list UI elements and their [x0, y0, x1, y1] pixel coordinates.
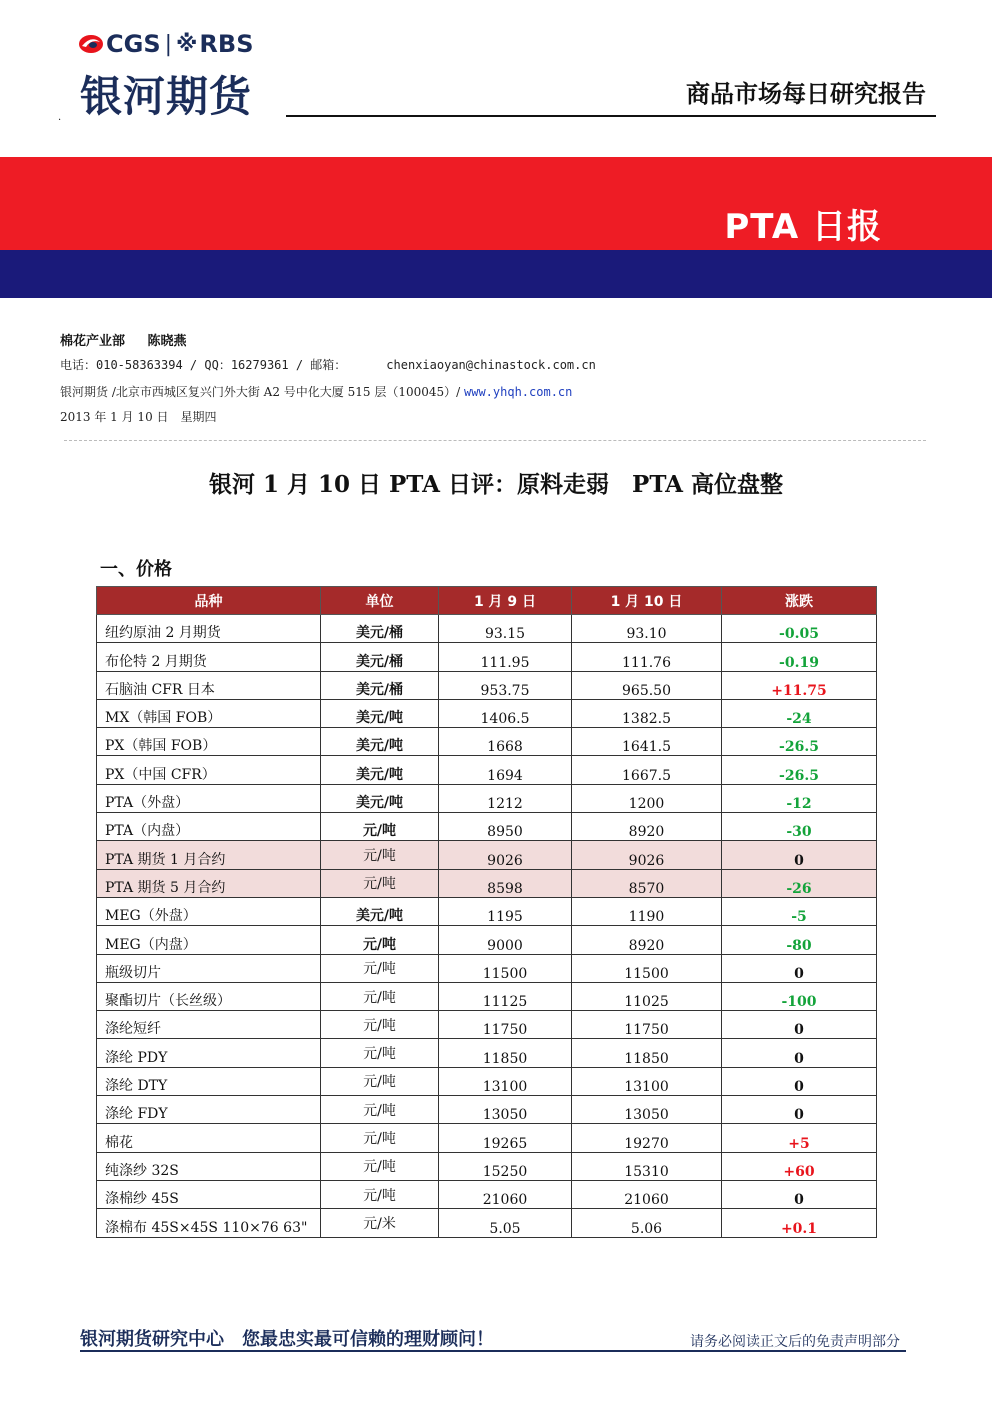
- company-name: 银河期货: [80, 72, 253, 121]
- row-price-jan10: 93.10: [572, 615, 722, 643]
- contact-prefix: 电话：010-58363394 / QQ：16279361 / 邮箱：: [60, 358, 347, 372]
- row-change: 0: [722, 1096, 877, 1124]
- footer-slogan: 银河期货研究中心 您最忠实最可信赖的理财顾问！: [80, 1329, 494, 1350]
- row-price-jan10: 8920: [572, 926, 722, 954]
- row-price-jan9: 9026: [439, 841, 572, 869]
- row-price-jan9: 13100: [439, 1067, 572, 1095]
- row-name: PTA 期货 1 月合约: [97, 841, 321, 869]
- row-price-jan10: 15310: [572, 1152, 722, 1180]
- row-price-jan9: 11500: [439, 954, 572, 982]
- row-change: +60: [722, 1152, 877, 1180]
- row-unit: 元/吨: [321, 869, 439, 897]
- row-name: 涤棉纱 45S: [97, 1180, 321, 1208]
- row-price-jan9: 1212: [439, 784, 572, 812]
- row-change: -80: [722, 926, 877, 954]
- brand-logo: [78, 30, 253, 58]
- row-price-jan10: 111.76: [572, 643, 722, 671]
- row-name: PTA（外盘）: [97, 784, 321, 812]
- row-unit: 美元/吨: [321, 728, 439, 756]
- row-name: MX（韩国 FOB）: [97, 699, 321, 727]
- table-row: [97, 1067, 877, 1095]
- row-change: 0: [722, 1180, 877, 1208]
- row-name: 聚酯切片（长丝级）: [97, 982, 321, 1010]
- banner-blue: [0, 250, 992, 298]
- table-row: [97, 813, 877, 841]
- row-change: -5: [722, 897, 877, 925]
- table-row: [97, 1096, 877, 1124]
- row-unit: 元/吨: [321, 982, 439, 1010]
- row-change: -0.05: [722, 615, 877, 643]
- row-price-jan10: 1641.5: [572, 728, 722, 756]
- logo-separator: |: [164, 31, 173, 57]
- header-dot: .: [58, 112, 62, 123]
- table-row: [97, 869, 877, 897]
- row-price-jan9: 21060: [439, 1180, 572, 1208]
- row-unit: 美元/桶: [321, 671, 439, 699]
- table-row: [97, 1124, 877, 1152]
- row-price-jan9: 1668: [439, 728, 572, 756]
- row-price-jan9: 953.75: [439, 671, 572, 699]
- logo-brand: CGS: [106, 30, 161, 58]
- footer-disclaimer-note: 请务必阅读正文后的免责声明部分: [690, 1334, 900, 1350]
- header-jan9: 1 月 9 日: [439, 587, 572, 615]
- row-unit: 元/吨: [321, 1039, 439, 1067]
- header-change: 涨跌: [722, 587, 877, 615]
- row-price-jan10: 9026: [572, 841, 722, 869]
- row-unit: 美元/吨: [321, 784, 439, 812]
- row-change: 0: [722, 841, 877, 869]
- address-text: 银河期货 /北京市西城区复兴门外大街 A2 号中化大厦 515 层（100045）/: [60, 385, 464, 399]
- section-heading: 一、价格: [100, 559, 172, 580]
- row-name: 涤纶 DTY: [97, 1067, 321, 1095]
- row-price-jan10: 21060: [572, 1180, 722, 1208]
- row-unit: 美元/吨: [321, 756, 439, 784]
- row-name: 布伦特 2 月期货: [97, 643, 321, 671]
- table-row: [97, 926, 877, 954]
- author-department: 棉花产业部: [60, 334, 126, 349]
- row-name: PX（韩国 FOB）: [97, 728, 321, 756]
- row-price-jan9: 5.05: [439, 1209, 572, 1237]
- row-name: 涤纶 FDY: [97, 1096, 321, 1124]
- row-price-jan9: 19265: [439, 1124, 572, 1152]
- row-price-jan10: 19270: [572, 1124, 722, 1152]
- email-link[interactable]: chenxiaoyan@chinastock.com.cn: [386, 358, 596, 372]
- row-price-jan10: 8920: [572, 813, 722, 841]
- row-price-jan9: 111.95: [439, 643, 572, 671]
- header-variety: 品种: [97, 587, 321, 615]
- row-change: 0: [722, 1067, 877, 1095]
- row-price-jan10: 13100: [572, 1067, 722, 1095]
- row-price-jan10: 1190: [572, 897, 722, 925]
- row-change: -30: [722, 813, 877, 841]
- table-header-row: [97, 587, 877, 615]
- row-price-jan9: 15250: [439, 1152, 572, 1180]
- row-name: MEG（外盘）: [97, 897, 321, 925]
- row-name: 瓶级切片: [97, 954, 321, 982]
- dashed-divider: [64, 440, 926, 441]
- address-line: [60, 383, 572, 400]
- row-name: 棉花: [97, 1124, 321, 1152]
- row-price-jan10: 5.06: [572, 1209, 722, 1237]
- row-price-jan10: 11850: [572, 1039, 722, 1067]
- author-name: 陈晓燕: [147, 334, 187, 349]
- header-rule: [286, 115, 936, 117]
- row-name: PX（中国 CFR）: [97, 756, 321, 784]
- row-name: PTA 期货 5 月合约: [97, 869, 321, 897]
- row-price-jan9: 8598: [439, 869, 572, 897]
- row-unit: 元/吨: [321, 1011, 439, 1039]
- row-change: +11.75: [722, 671, 877, 699]
- row-change: -100: [722, 982, 877, 1010]
- row-change: -12: [722, 784, 877, 812]
- row-unit: 美元/吨: [321, 699, 439, 727]
- row-price-jan9: 1406.5: [439, 699, 572, 727]
- website-link[interactable]: www.yhqh.com.cn: [464, 385, 573, 399]
- table-row: [97, 671, 877, 699]
- table-row: [97, 1011, 877, 1039]
- row-name: MEG（内盘）: [97, 926, 321, 954]
- footer-rule: [80, 1350, 906, 1352]
- row-price-jan10: 11025: [572, 982, 722, 1010]
- row-unit: 元/吨: [321, 926, 439, 954]
- row-price-jan10: 11500: [572, 954, 722, 982]
- table-row: [97, 954, 877, 982]
- report-type: 商品市场每日研究报告: [686, 80, 926, 108]
- row-unit: 元/米: [321, 1209, 439, 1237]
- row-unit: 美元/桶: [321, 615, 439, 643]
- row-change: 0: [722, 954, 877, 982]
- row-price-jan9: 1694: [439, 756, 572, 784]
- swirl-logo-icon: [78, 33, 104, 55]
- row-name: PTA（内盘）: [97, 813, 321, 841]
- table-row: [97, 1180, 877, 1208]
- table-row: [97, 1209, 877, 1237]
- table-row: [97, 643, 877, 671]
- row-price-jan10: 1200: [572, 784, 722, 812]
- row-unit: 元/吨: [321, 1152, 439, 1180]
- row-price-jan9: 9000: [439, 926, 572, 954]
- header-unit: 单位: [321, 587, 439, 615]
- table-row: [97, 982, 877, 1010]
- row-price-jan9: 11125: [439, 982, 572, 1010]
- row-price-jan10: 8570: [572, 869, 722, 897]
- row-unit: 元/吨: [321, 813, 439, 841]
- row-price-jan9: 11750: [439, 1011, 572, 1039]
- table-row: [97, 1152, 877, 1180]
- row-price-jan10: 965.50: [572, 671, 722, 699]
- contact-line: [60, 356, 596, 373]
- row-change: -24: [722, 699, 877, 727]
- table-row: [97, 841, 877, 869]
- row-price-jan9: 8950: [439, 813, 572, 841]
- row-change: -26.5: [722, 756, 877, 784]
- table-row: [97, 728, 877, 756]
- row-price-jan9: 1195: [439, 897, 572, 925]
- report-date: 2013 年 1 月 10 日 星期四: [60, 410, 217, 424]
- row-name: 纽约原油 2 月期货: [97, 615, 321, 643]
- row-price-jan10: 1382.5: [572, 699, 722, 727]
- row-name: 纯涤纱 32S: [97, 1152, 321, 1180]
- row-price-jan9: 11850: [439, 1039, 572, 1067]
- row-name: 涤纶短纤: [97, 1011, 321, 1039]
- banner-title: PTA 日报: [724, 207, 882, 247]
- row-change: +5: [722, 1124, 877, 1152]
- row-unit: 元/吨: [321, 1096, 439, 1124]
- table-row: [97, 1039, 877, 1067]
- author-line: [60, 330, 205, 349]
- row-name: 涤棉布 45S×45S 110×76 63": [97, 1209, 321, 1237]
- row-unit: 美元/桶: [321, 643, 439, 671]
- row-change: -26: [722, 869, 877, 897]
- row-change: 0: [722, 1011, 877, 1039]
- table-row: [97, 756, 877, 784]
- report-title: 银河 1 月 10 日 PTA 日评：原料走弱 PTA 高位盘整: [208, 471, 784, 498]
- header-jan10: 1 月 10 日: [572, 587, 722, 615]
- row-unit: 元/吨: [321, 1180, 439, 1208]
- row-price-jan9: 93.15: [439, 615, 572, 643]
- row-change: 0: [722, 1039, 877, 1067]
- table-row: [97, 615, 877, 643]
- row-unit: 美元/吨: [321, 897, 439, 925]
- row-unit: 元/吨: [321, 954, 439, 982]
- table-row: [97, 897, 877, 925]
- row-price-jan10: 1667.5: [572, 756, 722, 784]
- row-price-jan10: 13050: [572, 1096, 722, 1124]
- table-row: [97, 699, 877, 727]
- row-unit: 元/吨: [321, 841, 439, 869]
- row-name: 石脑油 CFR 日本: [97, 671, 321, 699]
- row-change: -26.5: [722, 728, 877, 756]
- row-change: -0.19: [722, 643, 877, 671]
- row-name: 涤纶 PDY: [97, 1039, 321, 1067]
- table-row: [97, 784, 877, 812]
- logo-partner: RBS: [199, 30, 254, 58]
- row-unit: 元/吨: [321, 1124, 439, 1152]
- row-price-jan10: 11750: [572, 1011, 722, 1039]
- row-unit: 元/吨: [321, 1067, 439, 1095]
- price-table: [96, 586, 877, 1238]
- row-change: +0.1: [722, 1209, 877, 1237]
- rbs-mark-icon: ※: [176, 31, 198, 57]
- row-price-jan9: 13050: [439, 1096, 572, 1124]
